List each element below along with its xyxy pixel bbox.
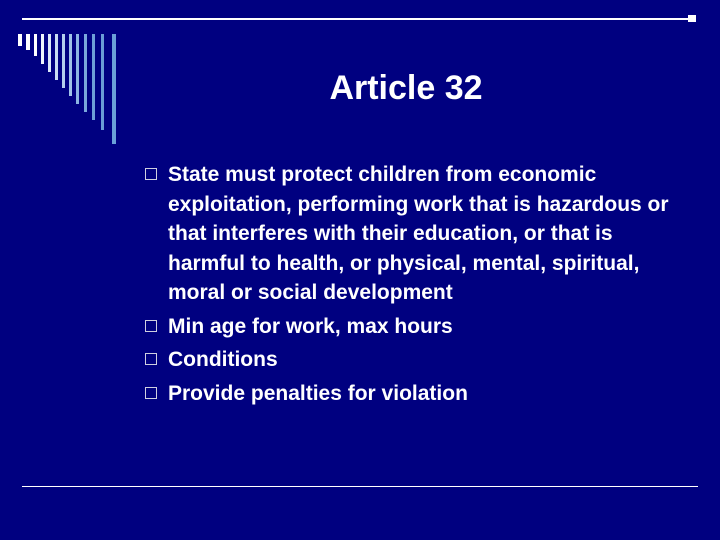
bullet-text: Min age for work, max hours xyxy=(168,314,453,338)
square-bullet-icon xyxy=(145,320,157,332)
decorative-bar xyxy=(34,34,37,56)
decorative-bar xyxy=(48,34,51,72)
decorative-bar xyxy=(18,34,22,46)
bullet-item xyxy=(145,160,685,308)
decorative-bar xyxy=(41,34,44,64)
square-bullet-icon xyxy=(145,353,157,365)
decorative-bar xyxy=(76,34,79,104)
bullet-text: State must protect children from economic exploitation, performing work that is hazardous or that interferes with their education, or that is harmful to health, or physical, mental, spiritual, moral or social development xyxy=(168,163,669,304)
top-rule-endcap xyxy=(688,15,696,22)
slide-title: Article 32 xyxy=(329,69,483,107)
decorative-bar xyxy=(62,34,65,88)
bottom-rule xyxy=(22,486,698,487)
decorative-bar xyxy=(92,34,95,120)
square-bullet-icon xyxy=(145,168,157,180)
bullet-text: Provide penalties for violation xyxy=(168,381,468,405)
decorative-bar xyxy=(101,34,104,130)
decorative-bar xyxy=(26,34,30,50)
decorative-bar xyxy=(69,34,72,96)
bullet-item xyxy=(145,345,685,375)
decorative-bar xyxy=(55,34,58,80)
bullet-item xyxy=(145,312,685,342)
top-rule xyxy=(22,18,696,20)
bullet-list xyxy=(145,160,685,412)
bullet-item xyxy=(145,379,685,409)
decorative-bar xyxy=(112,34,116,144)
bullet-text: Conditions xyxy=(168,348,278,371)
decorative-bar xyxy=(84,34,87,112)
square-bullet-icon xyxy=(145,387,157,399)
